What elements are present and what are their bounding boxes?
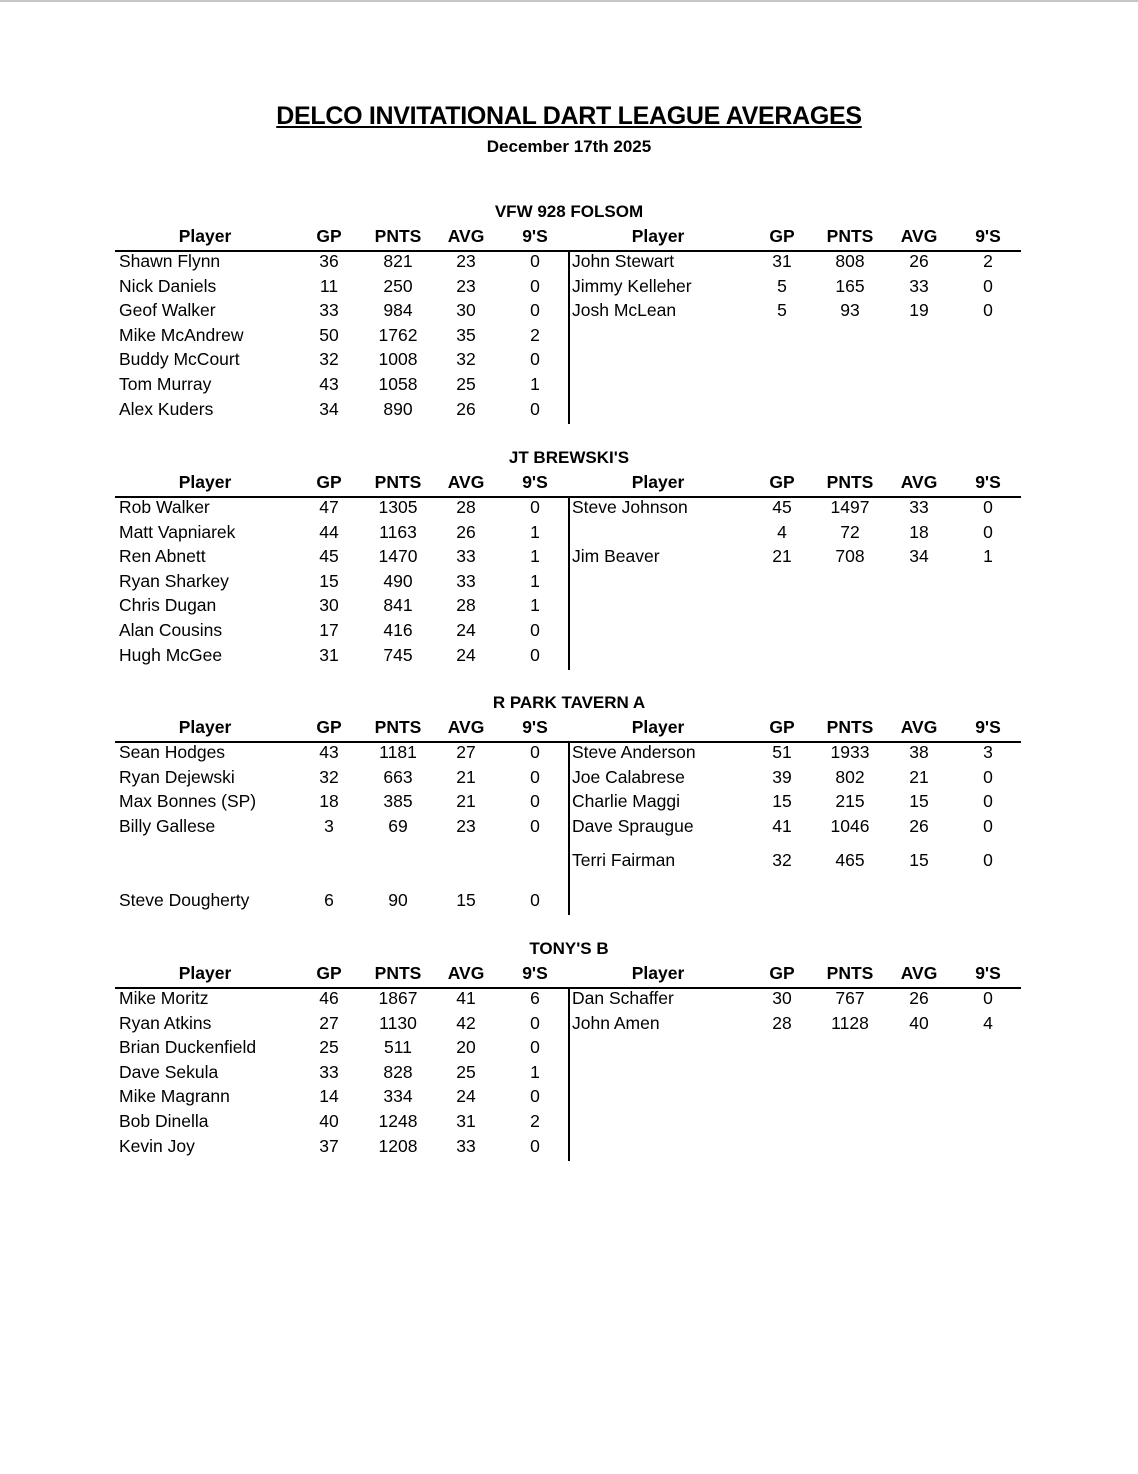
header-gp: GP [316, 226, 342, 246]
nines: 0 [983, 275, 993, 296]
header-player: Player [178, 963, 232, 983]
table-row [0, 325, 1138, 349]
average: 15 [909, 791, 929, 812]
table-row [0, 890, 1138, 914]
nines: 0 [983, 988, 993, 1008]
header-avg: AVG [900, 226, 938, 246]
nines: 0 [530, 1086, 540, 1107]
header-pnts: PNTS [374, 717, 422, 737]
header-gp: GP [769, 226, 795, 246]
team-name: JT BREWSKI'S [508, 448, 630, 467]
table-row [0, 988, 1138, 1012]
points: 708 [835, 546, 865, 567]
table-row [0, 1111, 1138, 1135]
average: 26 [909, 251, 929, 271]
player-name: Dave Spraugue [572, 815, 694, 836]
player-name: Mike Moritz [119, 988, 209, 1008]
points: 385 [383, 791, 413, 812]
points: 490 [383, 570, 413, 591]
table-row [0, 850, 1138, 874]
player-name: Steve Dougherty [119, 889, 250, 910]
average: 25 [456, 1061, 476, 1082]
points: 69 [388, 815, 408, 836]
nines: 0 [530, 766, 540, 787]
header-pnts: PNTS [374, 472, 422, 492]
points: 1128 [831, 1012, 869, 1033]
average: 18 [909, 521, 929, 542]
games-played: 3 [324, 815, 334, 836]
games-played: 32 [319, 349, 339, 370]
points: 663 [383, 766, 413, 787]
player-name: Chris Dugan [119, 595, 217, 616]
games-played: 47 [319, 497, 339, 517]
nines: 0 [530, 1012, 540, 1033]
games-played: 21 [772, 546, 792, 567]
table-row [0, 1062, 1138, 1086]
header-avg: AVG [447, 226, 485, 246]
games-played: 15 [319, 570, 339, 591]
average: 24 [456, 644, 476, 665]
average: 24 [456, 620, 476, 640]
header-avg: AVG [447, 472, 485, 492]
average: 32 [456, 349, 476, 370]
games-played: 30 [772, 988, 792, 1008]
table-row [0, 645, 1138, 669]
points: 828 [383, 1061, 413, 1082]
table-row [0, 816, 1138, 840]
games-played: 11 [319, 275, 339, 296]
nines: 0 [530, 1135, 540, 1156]
nines: 1 [530, 595, 540, 616]
games-played: 46 [319, 988, 339, 1008]
points: 1867 [378, 988, 418, 1008]
team-section [0, 202, 1138, 442]
games-played: 32 [319, 766, 339, 787]
table-row [0, 399, 1138, 423]
table-row [0, 595, 1138, 619]
player-name: Kevin Joy [119, 1135, 195, 1156]
header-pnts: PNTS [826, 717, 874, 737]
games-played: 36 [319, 251, 339, 271]
header-nines: 9'S [522, 472, 548, 492]
player-name: Shawn Flynn [119, 251, 221, 271]
average: 41 [456, 988, 476, 1008]
nines: 0 [530, 742, 540, 762]
table-row [0, 1013, 1138, 1037]
average: 38 [909, 742, 929, 762]
player-name: Geof Walker [119, 300, 216, 321]
header-gp: GP [316, 472, 342, 492]
games-played: 43 [319, 742, 339, 762]
games-played: 4 [777, 521, 787, 542]
average: 19 [909, 300, 929, 321]
header-player: Player [631, 226, 685, 246]
header-nines: 9'S [522, 963, 548, 983]
player-name: Alex Kuders [119, 398, 214, 419]
average: 25 [456, 374, 476, 394]
player-name: Terri Fairman [572, 850, 676, 871]
games-played: 25 [319, 1037, 339, 1058]
player-name: John Stewart [572, 251, 675, 271]
nines: 1 [530, 570, 540, 591]
average: 27 [456, 742, 476, 762]
player-name: Sean Hodges [119, 742, 226, 762]
games-played: 31 [772, 251, 792, 271]
average: 28 [456, 595, 476, 616]
nines: 0 [983, 766, 993, 787]
nines: 0 [983, 300, 993, 321]
page-title: DELCO INVITATIONAL DART LEAGUE AVERAGES [276, 102, 862, 130]
games-played: 51 [772, 742, 792, 762]
points: 334 [383, 1086, 413, 1107]
points: 93 [840, 300, 860, 321]
average: 33 [456, 546, 476, 567]
games-played: 33 [319, 300, 339, 321]
average: 26 [909, 815, 929, 836]
player-name: Mike Magrann [119, 1086, 230, 1107]
average: 24 [456, 1086, 476, 1107]
points: 890 [383, 398, 413, 419]
header-player: Player [631, 472, 685, 492]
average: 15 [909, 850, 929, 871]
player-name: Jim Beaver [572, 546, 660, 567]
average: 34 [909, 546, 929, 567]
games-played: 5 [777, 275, 787, 296]
player-name: Billy Gallese [119, 815, 216, 836]
header-player: Player [178, 226, 232, 246]
average: 26 [456, 398, 476, 419]
points: 841 [383, 595, 413, 616]
player-name: Hugh McGee [119, 644, 223, 665]
points: 1163 [379, 521, 417, 542]
points: 767 [835, 988, 865, 1008]
points: 821 [383, 251, 413, 271]
player-name: Alan Cousins [119, 620, 223, 640]
average: 42 [456, 1012, 476, 1033]
top-border [0, 0, 1138, 2]
nines: 4 [983, 1012, 993, 1033]
games-played: 50 [319, 324, 339, 345]
player-name: Bob Dinella [119, 1111, 209, 1131]
header-pnts: PNTS [374, 226, 422, 246]
column-header-row [0, 717, 1138, 739]
average: 40 [909, 1012, 929, 1033]
nines: 0 [530, 815, 540, 836]
average: 26 [456, 521, 476, 542]
player-name: Dave Sekula [119, 1061, 219, 1082]
header-avg: AVG [900, 717, 938, 737]
table-row [0, 349, 1138, 373]
table-row [0, 620, 1138, 644]
header-player: Player [631, 963, 685, 983]
header-pnts: PNTS [826, 226, 874, 246]
nines: 0 [530, 300, 540, 321]
games-played: 18 [319, 791, 339, 812]
table-row [0, 1086, 1138, 1110]
games-played: 41 [772, 815, 792, 836]
column-header-row [0, 963, 1138, 985]
points: 1470 [378, 546, 418, 567]
header-gp: GP [769, 717, 795, 737]
average: 21 [456, 791, 476, 812]
page-date: December 17th 2025 [486, 137, 652, 156]
team-name: TONY'S B [529, 939, 609, 958]
nines: 0 [530, 620, 540, 640]
table-row [0, 571, 1138, 595]
nines: 0 [530, 398, 540, 419]
header-pnts: PNTS [374, 963, 422, 983]
nines: 0 [530, 1037, 540, 1058]
games-played: 33 [319, 1061, 339, 1082]
points: 1208 [378, 1135, 418, 1156]
header-gp: GP [316, 963, 342, 983]
table-row [0, 251, 1138, 275]
header-avg: AVG [447, 963, 485, 983]
player-name: Jimmy Kelleher [572, 275, 692, 296]
header-gp: GP [316, 717, 342, 737]
games-played: 44 [319, 521, 339, 542]
table-row [0, 546, 1138, 570]
table-row [0, 767, 1138, 791]
average: 20 [456, 1037, 476, 1058]
average: 35 [456, 324, 476, 345]
average: 23 [456, 251, 476, 271]
nines: 2 [530, 324, 540, 345]
average: 33 [456, 570, 476, 591]
games-played: 6 [324, 889, 334, 910]
points: 1248 [378, 1111, 418, 1131]
header-nines: 9'S [975, 472, 1001, 492]
games-played: 34 [319, 398, 339, 419]
points: 984 [383, 300, 413, 321]
column-header-row [0, 226, 1138, 248]
player-name: Dan Schaffer [572, 988, 674, 1008]
average: 23 [456, 275, 476, 296]
games-played: 45 [772, 497, 792, 517]
games-played: 31 [319, 644, 339, 665]
header-pnts: PNTS [826, 472, 874, 492]
games-played: 40 [319, 1111, 339, 1131]
player-name: Nick Daniels [119, 275, 217, 296]
header-gp: GP [769, 472, 795, 492]
team-name: VFW 928 FOLSOM [494, 202, 644, 221]
nines: 0 [983, 791, 993, 812]
points: 745 [383, 644, 413, 665]
header-player: Player [178, 472, 232, 492]
games-played: 30 [319, 595, 339, 616]
header-avg: AVG [900, 472, 938, 492]
nines: 0 [530, 275, 540, 296]
team-section [0, 448, 1138, 688]
average: 30 [456, 300, 476, 321]
header-gp: GP [769, 963, 795, 983]
player-name: Matt Vapniarek [119, 521, 236, 542]
points: 1130 [379, 1012, 417, 1033]
header-player: Player [178, 717, 232, 737]
average: 31 [456, 1111, 476, 1131]
games-played: 37 [319, 1135, 339, 1156]
points: 90 [388, 889, 408, 910]
nines: 1 [530, 546, 540, 567]
header-avg: AVG [447, 717, 485, 737]
nines: 0 [530, 349, 540, 370]
table-row [0, 497, 1138, 521]
games-played: 39 [772, 766, 792, 787]
table-row [0, 742, 1138, 766]
table-row [0, 791, 1138, 815]
player-name: John Amen [572, 1012, 660, 1033]
average: 33 [909, 497, 929, 517]
average: 21 [456, 766, 476, 787]
table-row [0, 300, 1138, 324]
team-name: R PARK TAVERN A [492, 693, 646, 712]
games-played: 28 [772, 1012, 792, 1033]
average: 23 [456, 815, 476, 836]
points: 72 [840, 521, 860, 542]
header-nines: 9'S [975, 963, 1001, 983]
average: 15 [456, 889, 476, 910]
games-played: 15 [772, 791, 792, 812]
nines: 1 [530, 521, 540, 542]
nines: 0 [530, 889, 540, 910]
header-nines: 9'S [975, 717, 1001, 737]
nines: 1 [530, 1061, 540, 1082]
header-avg: AVG [900, 963, 938, 983]
points: 215 [835, 791, 865, 812]
points: 1181 [379, 742, 417, 762]
table-row [0, 1037, 1138, 1061]
average: 21 [909, 766, 929, 787]
nines: 6 [530, 988, 540, 1008]
nines: 0 [983, 497, 993, 517]
average: 33 [456, 1135, 476, 1156]
nines: 1 [983, 546, 993, 567]
player-name: Steve Anderson [572, 742, 696, 762]
points: 1008 [378, 349, 418, 370]
games-played: 14 [319, 1086, 339, 1107]
games-played: 43 [319, 374, 339, 394]
points: 808 [835, 251, 865, 271]
table-row [0, 374, 1138, 398]
player-name: Buddy McCourt [119, 349, 240, 370]
nines: 2 [530, 1111, 540, 1131]
points: 1497 [830, 497, 870, 517]
header-nines: 9'S [975, 226, 1001, 246]
nines: 2 [983, 251, 993, 271]
points: 1305 [378, 497, 418, 517]
nines: 0 [530, 644, 540, 665]
points: 1762 [378, 324, 418, 345]
nines: 0 [530, 791, 540, 812]
points: 250 [383, 275, 413, 296]
nines: 0 [983, 521, 993, 542]
player-name: Rob Walker [119, 497, 210, 517]
points: 1046 [830, 815, 870, 836]
nines: 0 [983, 850, 993, 871]
table-row [0, 1136, 1138, 1160]
column-header-row [0, 472, 1138, 494]
table-row [0, 522, 1138, 546]
nines: 1 [530, 374, 540, 394]
player-name: Brian Duckenfield [119, 1037, 257, 1058]
header-nines: 9'S [522, 717, 548, 737]
player-name: Josh McLean [572, 300, 677, 321]
nines: 0 [530, 251, 540, 271]
points: 802 [835, 766, 865, 787]
nines: 3 [983, 742, 993, 762]
player-name: Max Bonnes (SP) [119, 791, 257, 812]
header-player: Player [631, 717, 685, 737]
player-name: Ren Abnett [119, 546, 206, 567]
games-played: 5 [777, 300, 787, 321]
games-played: 17 [319, 620, 339, 640]
player-name: Mike McAndrew [119, 324, 244, 345]
player-name: Charlie Maggi [572, 791, 680, 812]
nines: 0 [983, 815, 993, 836]
points: 465 [835, 850, 865, 871]
average: 28 [456, 497, 476, 517]
team-section [0, 939, 1138, 1179]
player-name: Tom Murray [119, 374, 212, 394]
games-played: 45 [319, 546, 339, 567]
player-name: Steve Johnson [572, 497, 688, 517]
player-name: Joe Calabrese [572, 766, 685, 787]
average: 33 [909, 275, 929, 296]
team-section [0, 693, 1138, 933]
player-name: Ryan Atkins [119, 1012, 212, 1033]
points: 1933 [830, 742, 870, 762]
table-row [0, 276, 1138, 300]
points: 1058 [378, 374, 418, 394]
header-nines: 9'S [522, 226, 548, 246]
nines: 0 [530, 497, 540, 517]
header-pnts: PNTS [826, 963, 874, 983]
games-played: 32 [772, 850, 792, 871]
average: 26 [909, 988, 929, 1008]
points: 416 [383, 620, 413, 640]
points: 165 [835, 275, 865, 296]
games-played: 27 [319, 1012, 339, 1033]
player-name: Ryan Sharkey [119, 570, 229, 591]
player-name: Ryan Dejewski [119, 766, 235, 787]
points: 511 [384, 1037, 412, 1058]
